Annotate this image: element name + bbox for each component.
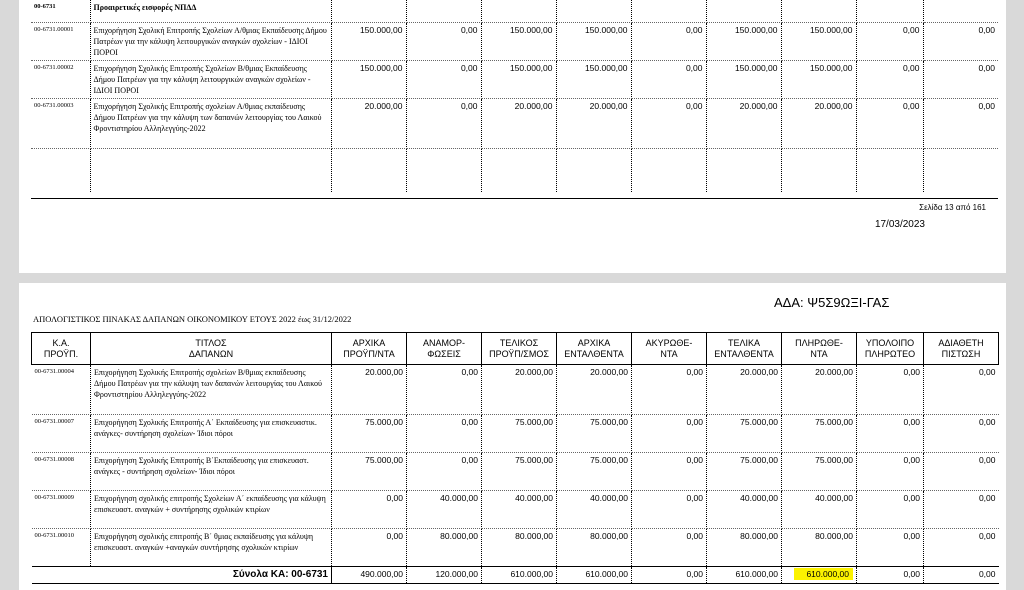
totals-value: 120.000,00 xyxy=(407,567,482,584)
column-header-line: ΠΛΗΡΩΘΕ- xyxy=(795,337,843,348)
column-header xyxy=(91,333,332,365)
row-value: 150.000,00 xyxy=(556,60,631,98)
column-header-line: ΠΙΣΤΩΣΗ xyxy=(941,348,981,359)
row-value: 0,00 xyxy=(857,529,924,567)
table-row xyxy=(32,529,999,567)
page-13 xyxy=(19,0,1006,273)
column-header xyxy=(407,333,482,365)
row-value: 75.000,00 xyxy=(782,415,857,453)
page-bottom-rule xyxy=(31,198,998,199)
row-value: 20.000,00 xyxy=(782,365,857,415)
column-header-line: ΑΡΧΙΚΑ xyxy=(352,337,386,348)
totals-value xyxy=(782,567,857,584)
row-value: 20.000,00 xyxy=(332,365,407,415)
row-value: 75.000,00 xyxy=(332,415,407,453)
row-value: 0,00 xyxy=(406,98,481,148)
highlighted-paid-total: 610.000,00 xyxy=(794,568,853,580)
row-code: 00-6731.00010 xyxy=(32,529,91,567)
row-value: 20.000,00 xyxy=(556,98,631,148)
row-value: 40.000,00 xyxy=(557,491,632,529)
row-value: 75.000,00 xyxy=(482,415,557,453)
row-value: 40.000,00 xyxy=(482,491,557,529)
row-value: 0,00 xyxy=(632,491,707,529)
row-value: 0,00 xyxy=(406,60,481,98)
column-header-line: ΤΕΛΙΚΑ xyxy=(727,337,761,348)
row-title: Επιχορήγηση σχολικής επιτροπής Β΄ θμιας εκπαίδευσης για κάλυψη επισκευαστ. αναγκών +αναγκών συντήρησης σχολικών κτιρίων xyxy=(91,529,332,567)
page-14 xyxy=(19,283,1006,590)
totals-value: 490.000,00 xyxy=(332,567,407,584)
row-value: 0,00 xyxy=(631,60,706,98)
row-value: 0,00 xyxy=(857,491,924,529)
column-header-line: ΝΤΑ xyxy=(660,348,678,359)
row-value: 0,00 xyxy=(857,415,924,453)
group-header-row xyxy=(31,0,998,22)
row-value: 150.000,00 xyxy=(556,22,631,60)
column-header-line: ΠΡΟΫΠ/ΝΤΑ xyxy=(343,348,395,359)
totals-value: 610.000,00 xyxy=(557,567,632,584)
row-value: 40.000,00 xyxy=(782,491,857,529)
row-value: 0,00 xyxy=(632,529,707,567)
document-title: ΑΠΟΛΟΓΙΣΤΙΚΟΣ ΠΙΝΑΚΑΣ ΔΑΠΑΝΩΝ ΟΙΚΟΝΟΜΙΚΟΥ ΕΤΟΥΣ 2022 έως 31/12/2022 xyxy=(33,314,352,324)
row-code: 00-6731.00007 xyxy=(32,415,91,453)
row-value: 75.000,00 xyxy=(557,453,632,491)
row-value: 40.000,00 xyxy=(407,491,482,529)
row-value: 0,00 xyxy=(407,415,482,453)
row-title: Επιχορήγηση Σχολικής Επιτροπής Β΄Εκπαίδευσης για επισκευαστ. ανάγκες - συντήρηση σχολείων- Ίδιοι πόροι xyxy=(91,453,332,491)
row-value: 0,00 xyxy=(407,453,482,491)
totals-value: 610.000,00 xyxy=(707,567,782,584)
row-value: 80.000,00 xyxy=(782,529,857,567)
row-value: 0,00 xyxy=(923,22,998,60)
group-title: Προαιρετικές εισφορές ΝΠΔΔ xyxy=(90,0,331,22)
table-row xyxy=(31,60,998,98)
row-value: 40.000,00 xyxy=(707,491,782,529)
column-header-line: ΥΠΟΛΟΙΠΟ xyxy=(865,337,915,348)
row-value: 0,00 xyxy=(923,98,998,148)
row-value: 150.000,00 xyxy=(781,60,856,98)
totals-row xyxy=(32,567,999,584)
table-header-row xyxy=(32,333,999,365)
column-header-line: ΦΩΣΕΙΣ xyxy=(427,348,461,359)
row-value: 150.000,00 xyxy=(331,22,406,60)
row-title: Επιχορήγηση σχολικής επιτροπής Σχολείων Α΄ εκπαίδευσης για κάλυψη επισκευαστ. αναγκών + συντήρησης σχολικών κτιρίων xyxy=(91,491,332,529)
row-value: 75.000,00 xyxy=(707,415,782,453)
row-value: 20.000,00 xyxy=(557,365,632,415)
row-value: 20.000,00 xyxy=(331,98,406,148)
row-value: 20.000,00 xyxy=(781,98,856,148)
expenses-table-page13 xyxy=(31,0,998,192)
column-header xyxy=(557,333,632,365)
column-header-line: ΤΙΤΛΟΣ xyxy=(195,337,227,348)
table-row xyxy=(32,415,999,453)
column-header xyxy=(782,333,857,365)
print-date: 17/03/2023 xyxy=(874,219,925,230)
row-value: 150.000,00 xyxy=(781,22,856,60)
row-value: 0,00 xyxy=(332,491,407,529)
column-header-line: ΠΡΟΫΠ. xyxy=(43,348,79,359)
row-value: 0,00 xyxy=(406,22,481,60)
row-value: 20.000,00 xyxy=(707,365,782,415)
column-header-line: ΑΡΧΙΚΑ xyxy=(577,337,611,348)
page-number: Σελίδα 13 από 161 xyxy=(919,203,986,212)
row-code: 00-6731.00001 xyxy=(31,22,90,60)
row-value: 0,00 xyxy=(332,529,407,567)
column-header-line: ΕΝΤΑΛΘΕΝΤΑ xyxy=(564,348,624,359)
table-row xyxy=(32,365,999,415)
row-title: Επιχορήγηση Σχολικής Επιτροπής σχολείων Β/θμιας εκπαίδευσης Δήμου Πατρέων για την κάλυψη των δαπανών λειτουργίας του Λαικού Φροντιστηρίου Αλληλεγγύης-2022 xyxy=(91,365,332,415)
row-title: Επιχορήγηση Σχολικής Επιτροπής Α΄ Εκπαίδευσης για επισκευαστικ. ανάγκες- συντήρηση σχολείων- Ίδιοι πόροι xyxy=(91,415,332,453)
row-value: 0,00 xyxy=(923,60,998,98)
column-header xyxy=(707,333,782,365)
row-code: 00-6731.00004 xyxy=(32,365,91,415)
expenses-table-page14 xyxy=(31,332,999,584)
row-value: 150.000,00 xyxy=(706,60,781,98)
row-value: 20.000,00 xyxy=(481,98,556,148)
column-header xyxy=(857,333,924,365)
row-value: 150.000,00 xyxy=(481,22,556,60)
row-value: 0,00 xyxy=(924,453,999,491)
row-value: 0,00 xyxy=(631,22,706,60)
table-row xyxy=(32,453,999,491)
row-value: 0,00 xyxy=(924,415,999,453)
row-code: 00-6731.00003 xyxy=(31,98,90,148)
column-header xyxy=(632,333,707,365)
table-row xyxy=(31,98,998,148)
row-value: 75.000,00 xyxy=(707,453,782,491)
row-code: 00-6731.00008 xyxy=(32,453,91,491)
column-header-line: ΠΛΗΡΩΤΕΟ xyxy=(864,348,916,359)
row-value: 150.000,00 xyxy=(706,22,781,60)
ada-code: ΑΔΑ: Ψ5Σ9ΩΞΙ-ΓΑΣ xyxy=(774,295,890,310)
totals-value: 0,00 xyxy=(857,567,924,584)
row-value: 0,00 xyxy=(407,365,482,415)
row-value: 80.000,00 xyxy=(482,529,557,567)
row-value: 0,00 xyxy=(857,453,924,491)
column-header xyxy=(32,333,91,365)
row-value: 0,00 xyxy=(632,453,707,491)
row-title: Επιχορήγηση Σχολική Επιτροπής Σχολείων Α/θμιας Εκπαίδευσης Δήμου Πατρέων για την κάλυψη λειτουργικών αναγκών σχολείων - ΙΔΙΟΙ ΠΟΡΟΙ xyxy=(90,22,331,60)
row-value: 75.000,00 xyxy=(782,453,857,491)
row-code: 00-6731.00002 xyxy=(31,60,90,98)
row-value: 0,00 xyxy=(857,365,924,415)
row-value: 0,00 xyxy=(856,22,923,60)
column-header-line: ΔΑΠΑΝΩΝ xyxy=(188,348,234,359)
column-header-line: ΝΤΑ xyxy=(810,348,828,359)
row-value: 20.000,00 xyxy=(706,98,781,148)
totals-value: 610.000,00 xyxy=(482,567,557,584)
row-value: 75.000,00 xyxy=(557,415,632,453)
row-value: 0,00 xyxy=(924,365,999,415)
row-value: 0,00 xyxy=(632,415,707,453)
table-row xyxy=(31,22,998,60)
totals-value: 0,00 xyxy=(632,567,707,584)
row-value: 0,00 xyxy=(924,529,999,567)
column-header-line: Κ.Α. xyxy=(52,337,70,348)
row-value: 0,00 xyxy=(924,491,999,529)
totals-value: 0,00 xyxy=(924,567,999,584)
table-row xyxy=(32,491,999,529)
row-value: 80.000,00 xyxy=(557,529,632,567)
row-value: 80.000,00 xyxy=(707,529,782,567)
column-header-line: ΤΕΛΙΚΟΣ xyxy=(499,337,539,348)
column-header-line: ΠΡΟΫΠ/ΣΜΟΣ xyxy=(489,348,549,359)
row-value: 80.000,00 xyxy=(407,529,482,567)
column-header-line: ΑΔΙΑΘΕΤΗ xyxy=(938,337,984,348)
empty-filler-row xyxy=(31,148,998,192)
row-code: 00-6731.00009 xyxy=(32,491,91,529)
column-header xyxy=(332,333,407,365)
group-code: 00-6731 xyxy=(31,0,90,22)
column-header-line: ΕΝΤΑΛΘΕΝΤΑ xyxy=(714,348,774,359)
row-value: 20.000,00 xyxy=(482,365,557,415)
column-header-line: ΑΚΥΡΩΘΕ- xyxy=(645,337,693,348)
column-header xyxy=(924,333,999,365)
row-value: 150.000,00 xyxy=(481,60,556,98)
column-header xyxy=(482,333,557,365)
row-value: 75.000,00 xyxy=(482,453,557,491)
row-value: 150.000,00 xyxy=(331,60,406,98)
row-title: Επιχορήγηση Σχολικής Επιτροπής σχολείων Α/θμιας εκπαίδευσης Δήμου Πατρέων για την κάλυψη των δαπανών λειτουργίας του Λαικού Φροντιστηρίου Αλληλεγγύης-2022 xyxy=(90,98,331,148)
column-header-line: ΑΝΑΜΟΡ- xyxy=(422,337,465,348)
row-value: 0,00 xyxy=(856,60,923,98)
row-value: 75.000,00 xyxy=(332,453,407,491)
row-title: Επιχορήγηση Σχολικής Επιτροπής Σχολείων Β/θμιας Εκπαίδευσης Δήμου Πατρέων για την κάλυψη λειτουργικών αναγκών σχολείων - ΙΔΙΟΙ ΠΟΡΟΙ xyxy=(90,60,331,98)
row-value: 0,00 xyxy=(631,98,706,148)
totals-label: Σύνολα ΚΑ: 00-6731 xyxy=(32,567,332,584)
row-value: 0,00 xyxy=(632,365,707,415)
row-value: 0,00 xyxy=(856,98,923,148)
